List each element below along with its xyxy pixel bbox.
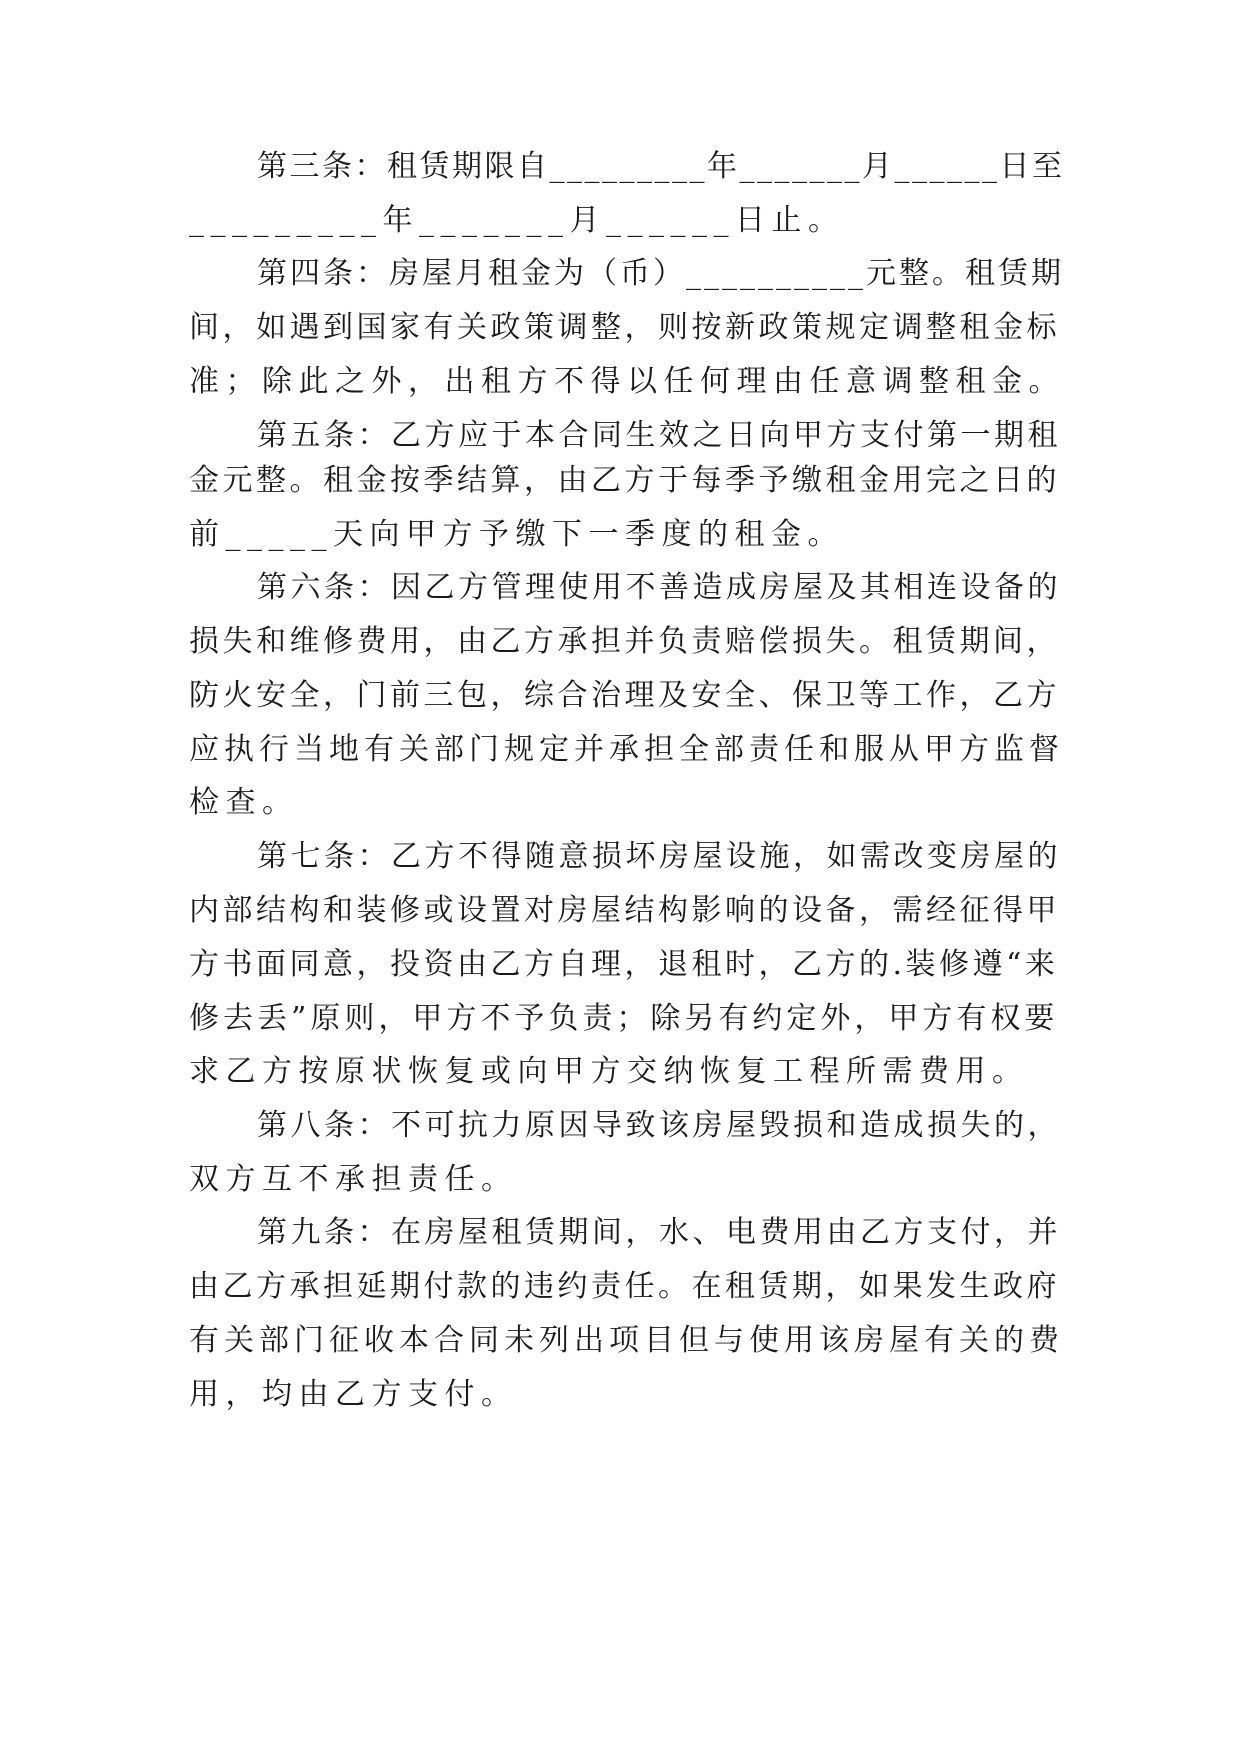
article-8-line-2: 双方互不承担责任。 [189,1162,518,1197]
article-7-line-1: 第七条：乙方不得随意损坏房屋设施，如需改变房屋的 [257,839,1061,874]
article-7-line-2: 内部结构和装修或设置对房屋结构影响的设备，需经征得甲 [189,893,1060,928]
article-4-line-2: 间，如遇到国家有关政策调整，则按新政策规定调整租金标 [189,310,1060,345]
article-6-line-4: 应执行当地有关部门规定并承担全部责任和服从甲方监督 [189,732,1064,767]
article-4-line-1: 第四条：房屋月租金为（币）__________元整。租赁期 [257,256,1064,291]
article-6-line-2: 损失和维修费用，由乙方承担并负责赔偿损失。租赁期间， [189,624,1060,659]
article-7-line-4: 修去丢”原则，甲方不予负责；除另有约定外，甲方有权要 [189,1001,1059,1036]
article-9-line-1: 第九条：在房屋租赁期间，水、电费用由乙方支付，并 [257,1215,1061,1250]
article-7-line-5: 求乙方按原状恢复或向甲方交纳恢复工程所需费用。 [189,1054,1029,1089]
article-3-line-2: _________年_______月______日止。 [189,203,845,238]
article-9-line-3: 有关部门征收本合同未列出项目但与使用该房屋有关的费 [189,1323,1064,1358]
article-6-line-5: 检查。 [189,785,299,820]
article-4-line-3: 准；除此之外，出租方不得以任何理由任意调整租金。 [189,364,1065,399]
article-6-line-1: 第六条：因乙方管理使用不善造成房屋及其相连设备的 [257,570,1061,605]
article-3-line-1: 第三条：租赁期限自_________年_______月______日至 [257,149,1065,184]
article-9-line-4: 用，均由乙方支付。 [189,1377,518,1412]
article-5-line-2: 金元整。租金按季结算，由乙方于每季予缴租金用完之日的 [189,463,1060,498]
article-9-line-2: 由乙方承担延期付款的违约责任。在租赁期，如果发生政府 [189,1269,1060,1304]
article-5-line-1: 第五条：乙方应于本合同生效之日向甲方支付第一期租 [257,418,1061,453]
article-8-line-1: 第八条：不可抗力原因导致该房屋毁损和造成损失的， [257,1108,1061,1143]
article-5-line-3: 前_____天向甲方予缴下一季度的租金。 [189,517,844,552]
article-6-line-3: 防火安全，门前三包，综合治理及安全、保卫等工作，乙方 [189,678,1060,713]
article-7-line-3: 方书面同意，投资由乙方自理，退租时，乙方的.装修遵“来 [189,947,1059,982]
